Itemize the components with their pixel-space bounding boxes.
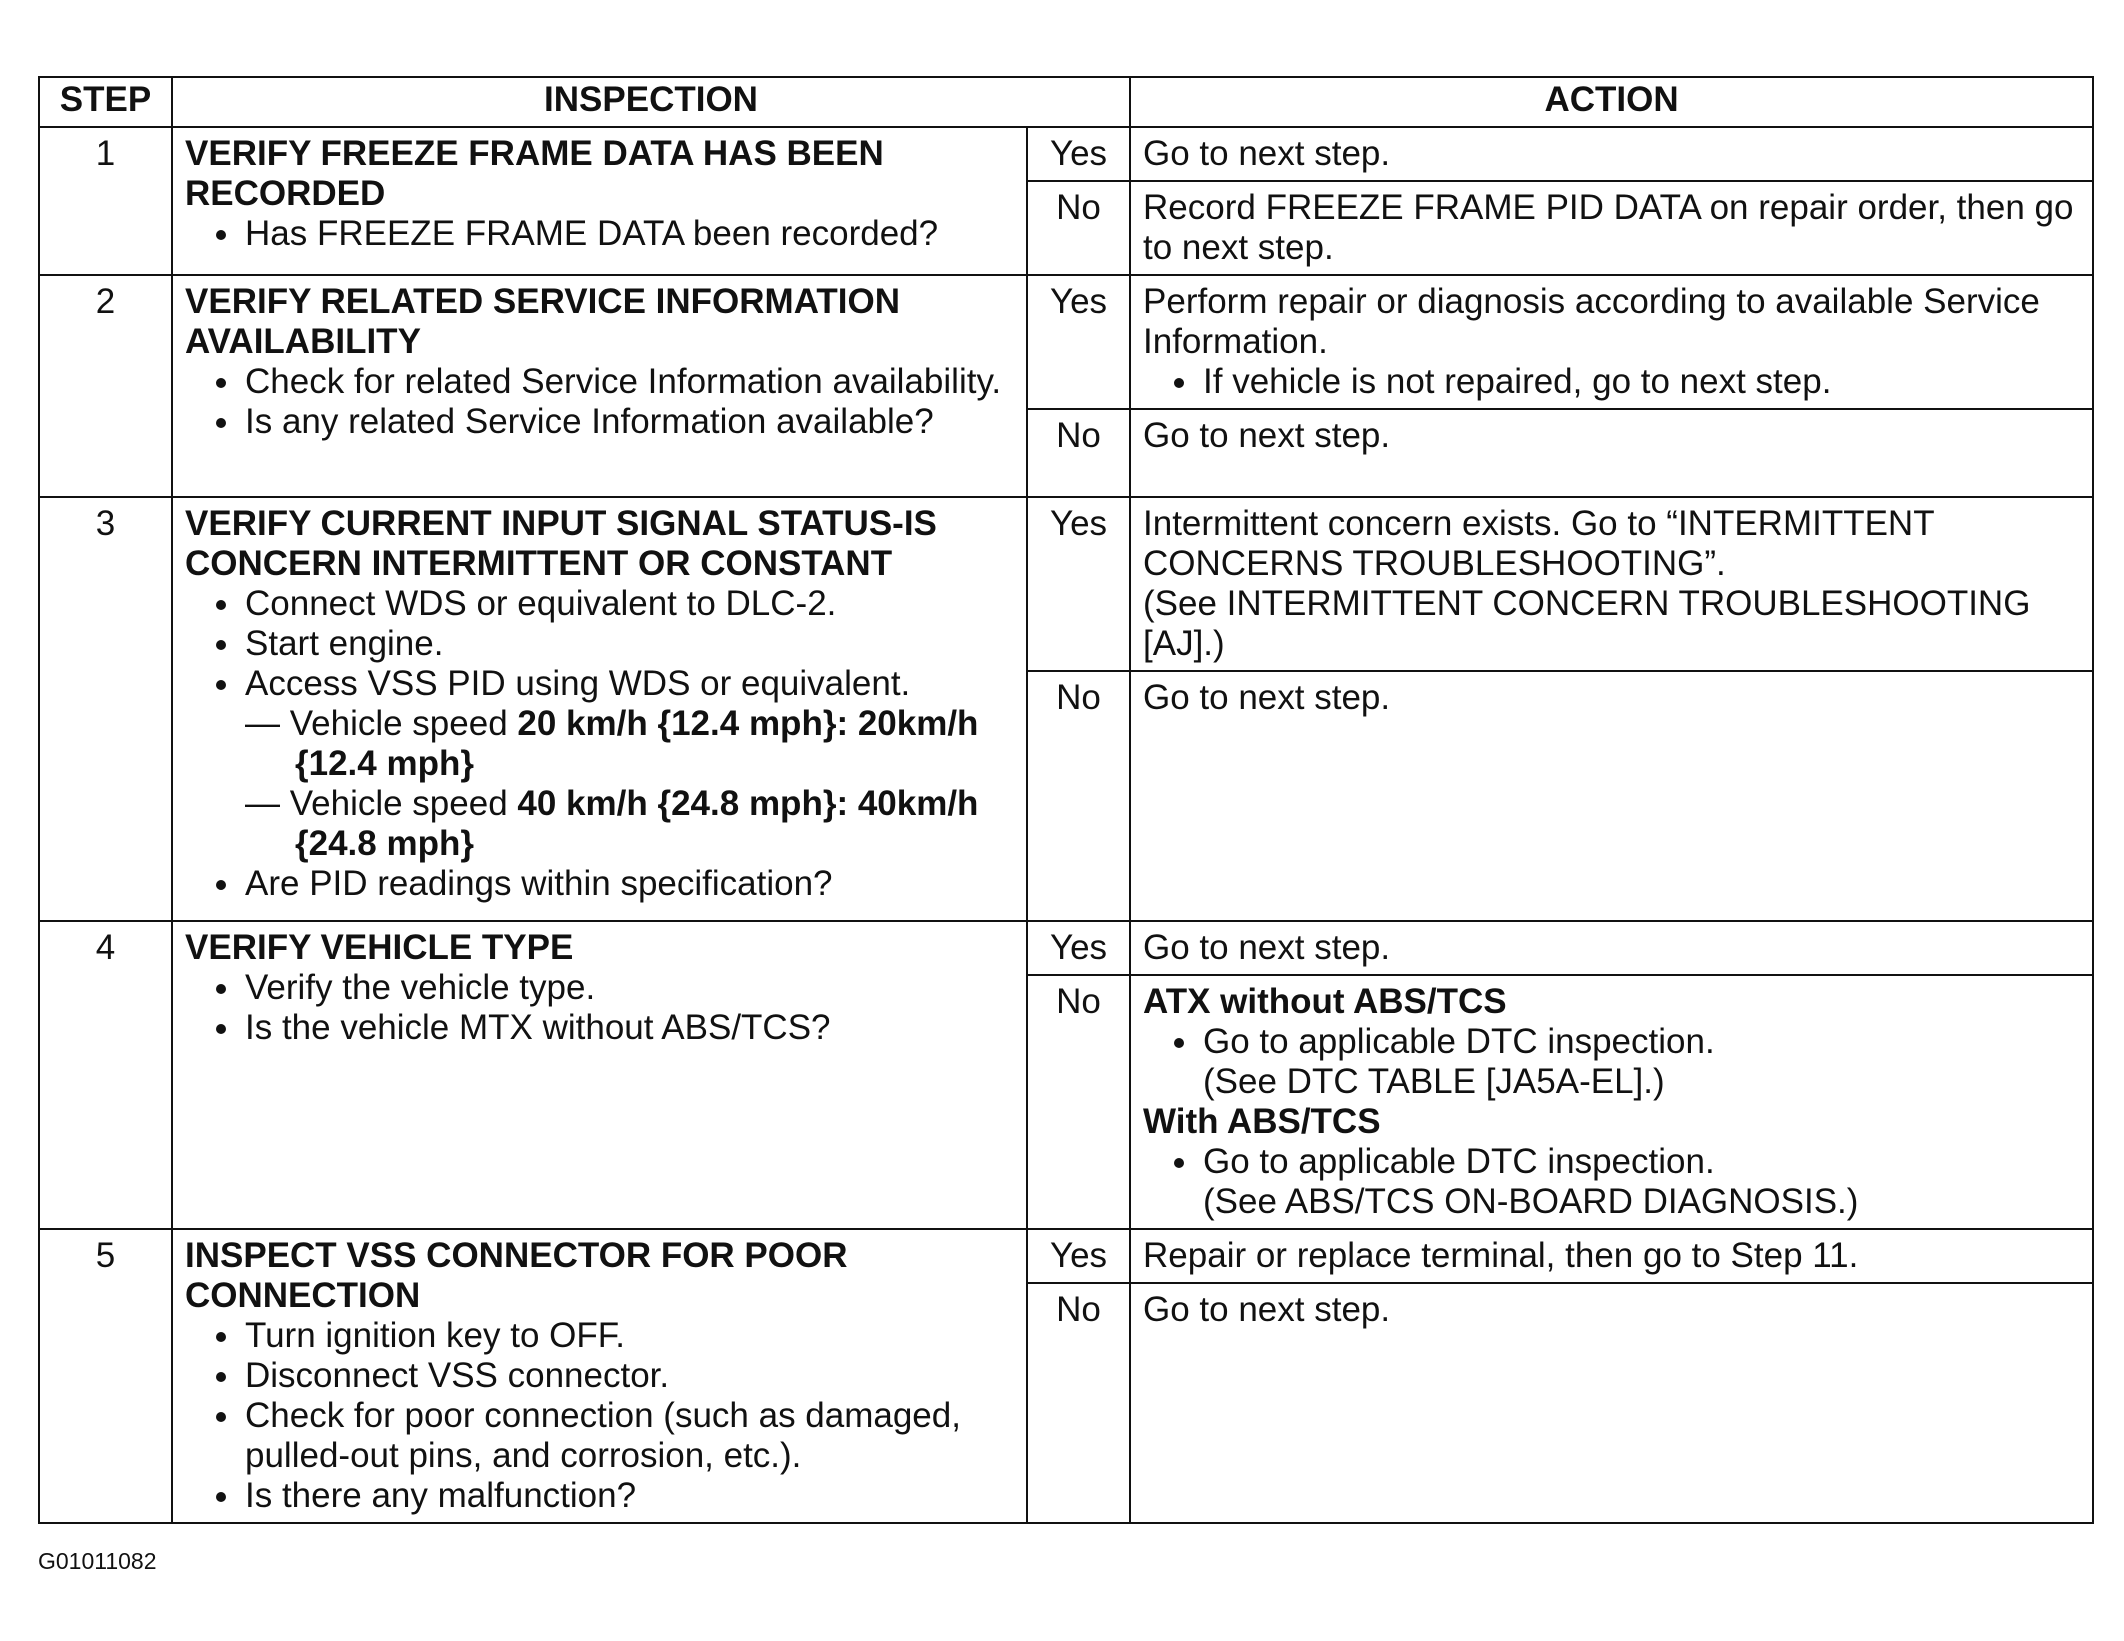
- spec-list: [245, 704, 1014, 864]
- inspection-cell: [172, 275, 1027, 497]
- spec-value: 20 km/h {12.4 mph}: 20km/h {12.4 mph}: [295, 704, 979, 783]
- no-action: Go to next step.: [1130, 671, 2093, 921]
- no-label: No: [1027, 1283, 1130, 1523]
- yes-action: Go to next step.: [1130, 127, 2093, 181]
- inspection-cell: [172, 921, 1027, 1229]
- inspection-list: [185, 214, 1014, 254]
- no-heading: ATX without ABS/TCS: [1143, 982, 1507, 1021]
- yes-label: Yes: [1027, 921, 1130, 975]
- inspection-list: [185, 1316, 1014, 1516]
- inspection-cell: [172, 497, 1027, 921]
- action-item-text: • Go to applicable DTC inspection.: [1203, 1142, 1715, 1181]
- inspection-item: • Check for related Service Information availability.: [243, 362, 1014, 402]
- inspection-item: • Is any related Service Information available?: [243, 402, 1014, 442]
- spec-item: [245, 704, 1014, 784]
- inspection-header: INSPECTION: [172, 77, 1130, 127]
- no-label: No: [1027, 409, 1130, 497]
- yes-label: Yes: [1027, 497, 1130, 671]
- yes-label: Yes: [1027, 275, 1130, 409]
- step-number: 3: [39, 497, 172, 921]
- inspection-title: VERIFY VEHICLE TYPE: [185, 928, 574, 967]
- diagnostic-table: [38, 76, 2094, 1524]
- step-number: 4: [39, 921, 172, 1229]
- inspection-list: [185, 362, 1014, 442]
- step-number: 1: [39, 127, 172, 275]
- action-header: ACTION: [1130, 77, 2093, 127]
- step-header: STEP: [39, 77, 172, 127]
- no-action: Go to next step.: [1130, 1283, 2093, 1523]
- inspection-item: • Has FREEZE FRAME DATA been recorded?: [243, 214, 1014, 254]
- action-list: [1143, 1022, 2080, 1102]
- yes-action: Go to next step.: [1130, 921, 2093, 975]
- step-2-yes-row: [39, 275, 2093, 409]
- spec-prefix: — Vehicle speed: [245, 704, 518, 743]
- action-item: [1201, 1022, 2080, 1102]
- no-action: Go to next step.: [1130, 409, 2093, 497]
- inspection-item: • Disconnect VSS connector.: [243, 1356, 1014, 1396]
- inspection-item: [243, 664, 1014, 864]
- yes-action: Repair or replace terminal, then go to Step 11.: [1130, 1229, 2093, 1283]
- no-heading: With ABS/TCS: [1143, 1102, 1381, 1141]
- action-note: (See DTC TABLE [JA5A-EL].): [1203, 1062, 1665, 1101]
- step-5-yes-row: [39, 1229, 2093, 1283]
- step-1-yes-row: [39, 127, 2093, 181]
- action-item-text: • Go to applicable DTC inspection.: [1203, 1022, 1715, 1061]
- inspection-item: • Connect WDS or equivalent to DLC-2.: [243, 584, 1014, 624]
- yes-action-cell: [1130, 275, 2093, 409]
- spec-prefix: — Vehicle speed: [245, 784, 518, 823]
- header-row: [39, 77, 2093, 127]
- inspection-title: INSPECT VSS CONNECTOR FOR POOR CONNECTION: [185, 1236, 848, 1315]
- yes-action: Perform repair or diagnosis according to available Service Information.: [1143, 282, 2040, 361]
- figure-code: G01011082: [38, 1548, 157, 1574]
- inspection-item: • Is the vehicle MTX without ABS/TCS?: [243, 1008, 1014, 1048]
- inspection-item: • Start engine.: [243, 624, 1014, 664]
- yes-note: (See INTERMITTENT CONCERN TROUBLESHOOTING [AJ].): [1143, 584, 2031, 663]
- action-item: • If vehicle is not repaired, go to next step.: [1201, 362, 2080, 402]
- no-label: No: [1027, 975, 1130, 1229]
- inspection-item: • Verify the vehicle type.: [243, 968, 1014, 1008]
- yes-label: Yes: [1027, 127, 1130, 181]
- yes-label: Yes: [1027, 1229, 1130, 1283]
- spec-value: 40 km/h {24.8 mph}: 40km/h {24.8 mph}: [295, 784, 979, 863]
- inspection-title: VERIFY FREEZE FRAME DATA HAS BEEN RECORDED: [185, 134, 884, 213]
- inspection-list: [185, 584, 1014, 904]
- action-list: [1143, 1142, 2080, 1222]
- inspection-item: • Turn ignition key to OFF.: [243, 1316, 1014, 1356]
- action-list: [1143, 362, 2080, 402]
- step-4-yes-row: [39, 921, 2093, 975]
- inspection-item-text: Access VSS PID using WDS or equivalent.: [245, 664, 911, 703]
- action-item: [1201, 1142, 2080, 1222]
- inspection-cell: [172, 1229, 1027, 1523]
- step-number: 5: [39, 1229, 172, 1523]
- inspection-item: • Is there any malfunction?: [243, 1476, 1014, 1516]
- no-action-cell: [1130, 975, 2093, 1229]
- inspection-cell: [172, 127, 1027, 275]
- inspection-list: [185, 968, 1014, 1048]
- action-note: (See ABS/TCS ON-BOARD DIAGNOSIS.): [1203, 1182, 1859, 1221]
- yes-action-cell: [1130, 497, 2093, 671]
- no-label: No: [1027, 671, 1130, 921]
- inspection-item: • Are PID readings within specification?: [243, 864, 1014, 904]
- no-action: Record FREEZE FRAME PID DATA on repair order, then go to next step.: [1130, 181, 2093, 275]
- step-number: 2: [39, 275, 172, 497]
- inspection-item: • Check for poor connection (such as damaged, pulled-out pins, and corrosion, etc.).: [243, 1396, 1014, 1476]
- spec-item: [245, 784, 1014, 864]
- inspection-title: VERIFY CURRENT INPUT SIGNAL STATUS-IS CONCERN INTERMITTENT OR CONSTANT: [185, 504, 937, 583]
- inspection-title: VERIFY RELATED SERVICE INFORMATION AVAILABILITY: [185, 282, 900, 361]
- step-3-yes-row: [39, 497, 2093, 671]
- yes-action: Intermittent concern exists. Go to “INTERMITTENT CONCERNS TROUBLESHOOTING”.: [1143, 504, 1934, 583]
- no-label: No: [1027, 181, 1130, 275]
